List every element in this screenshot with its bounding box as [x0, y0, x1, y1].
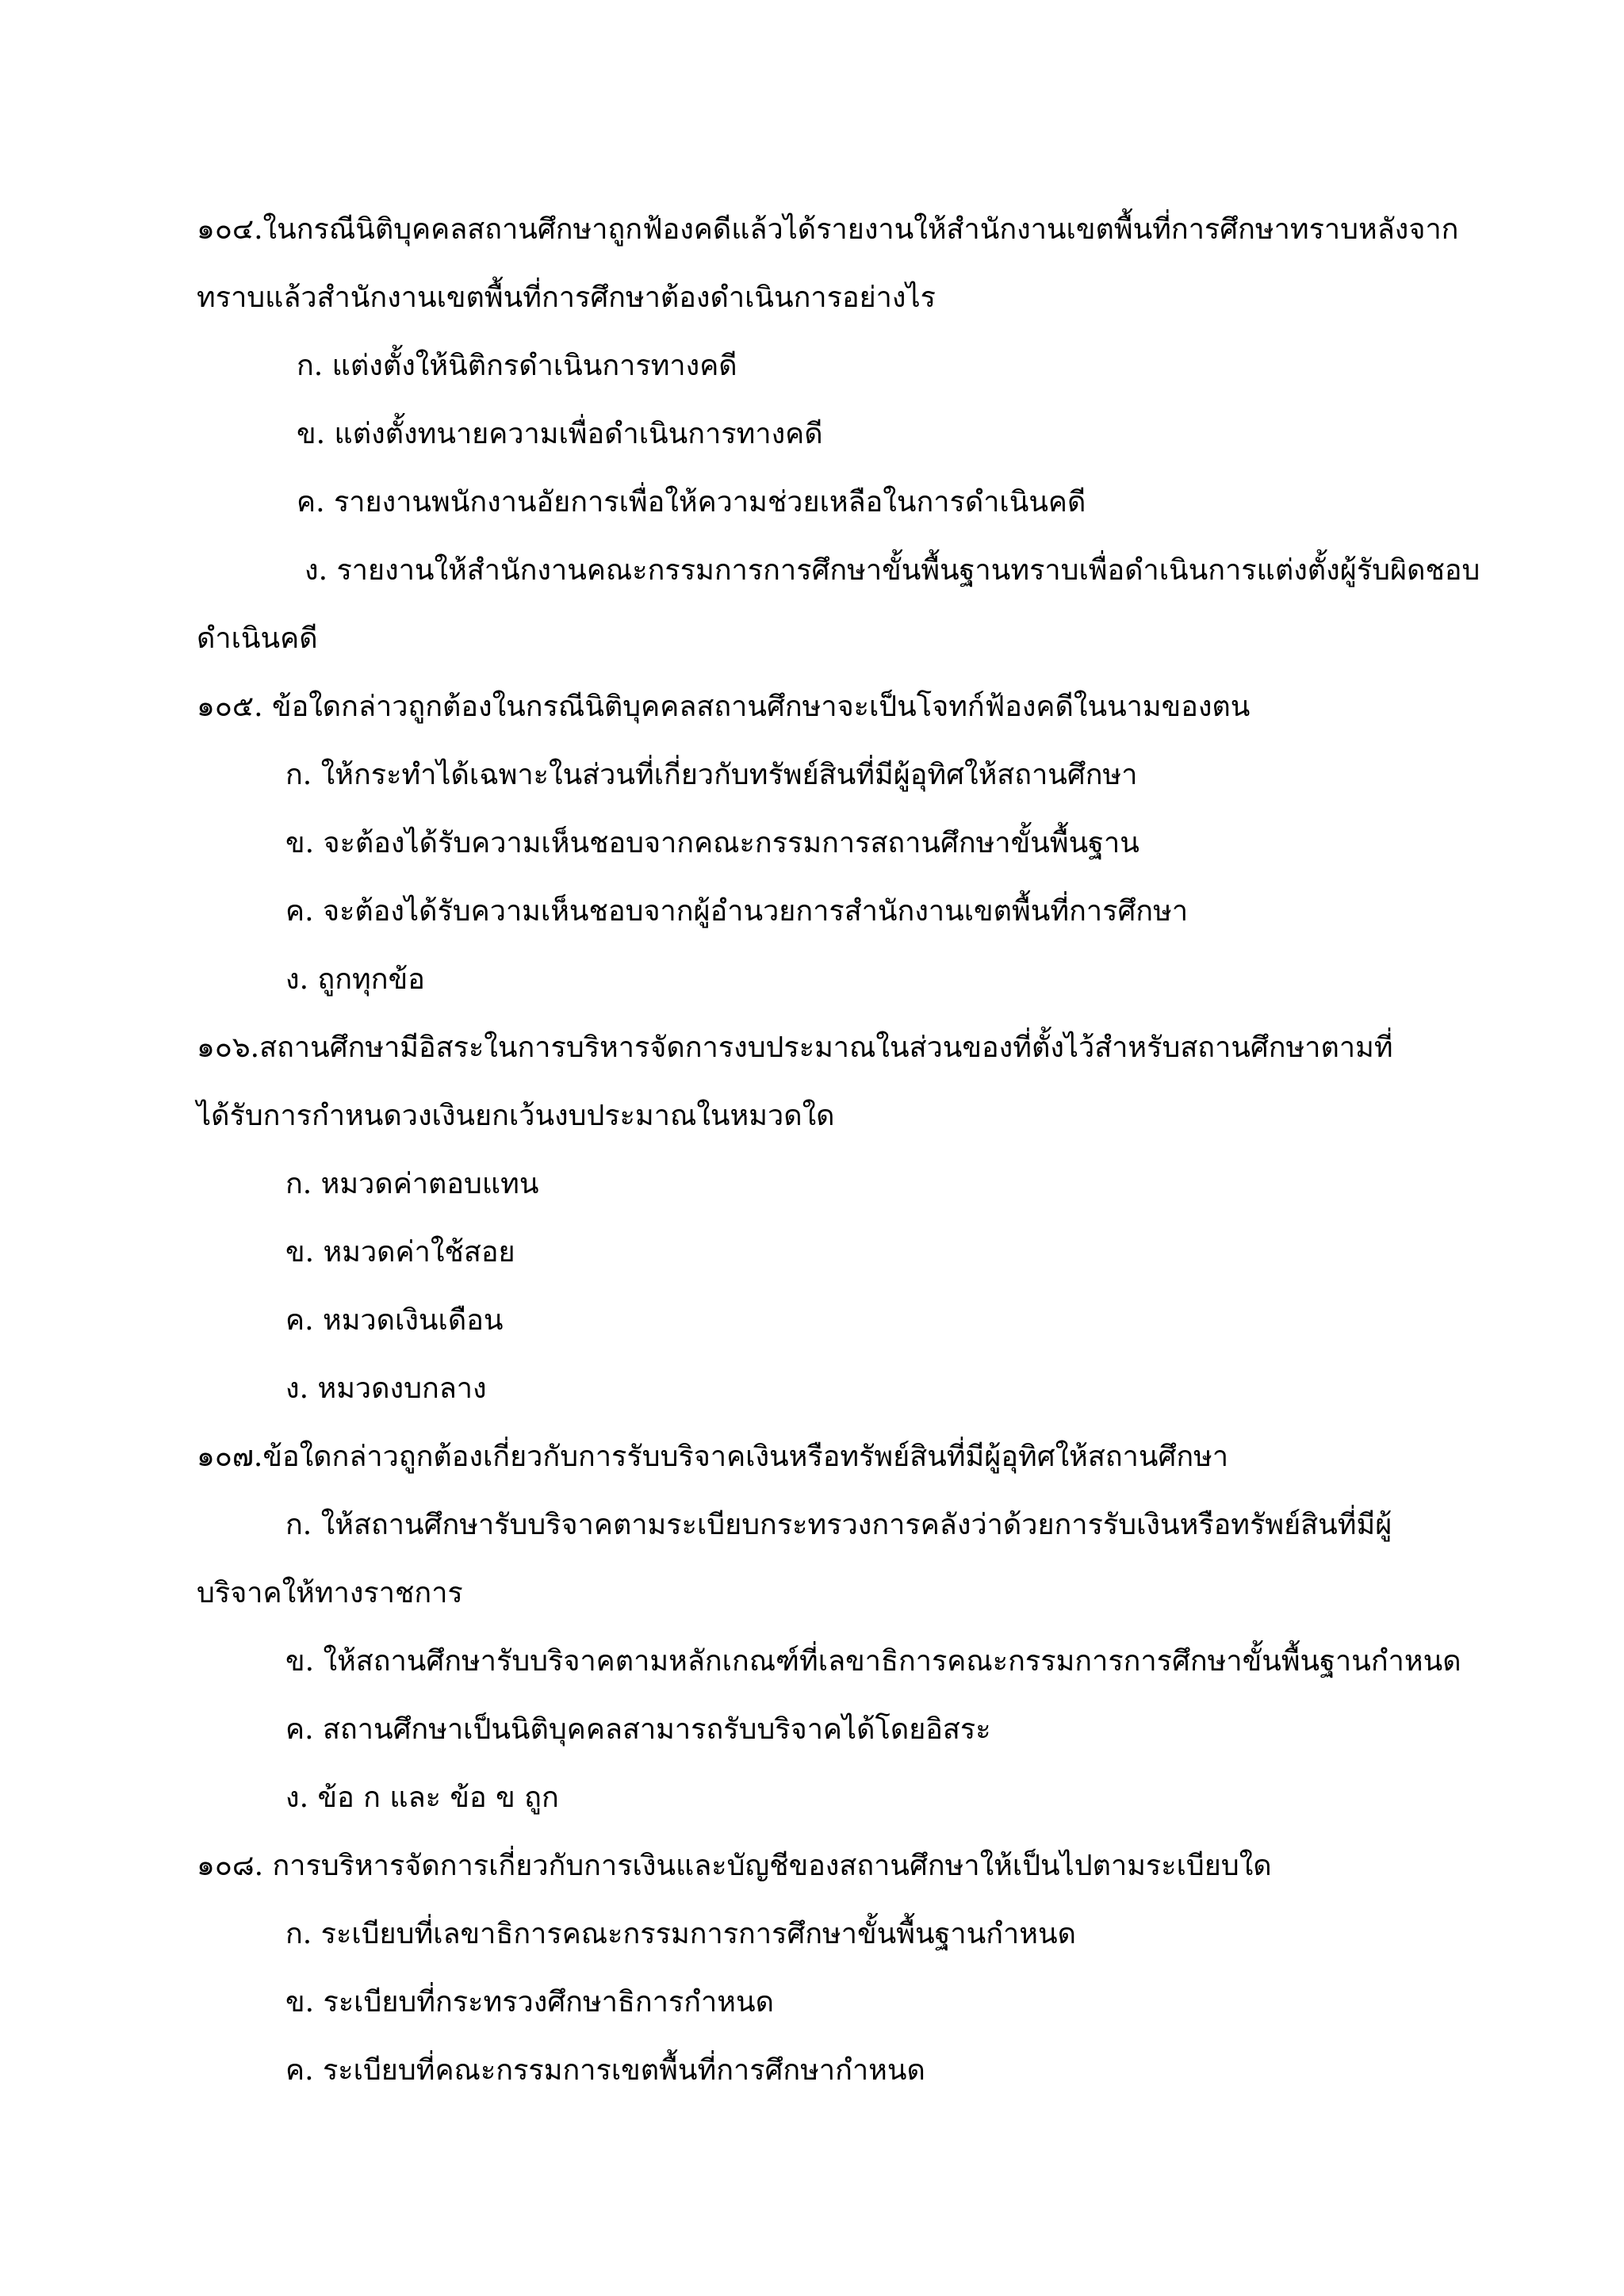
option-a: ก. ให้กระทำได้เฉพาะในส่วนที่เกี่ยวกับทรัพย์สินที่มีผู้อุทิศให้สถานศึกษา: [285, 759, 1138, 791]
option-d-continuation: ดำเนินคดี: [197, 622, 318, 655]
question-stem-line: ๑๐๕. ข้อใดกล่าวถูกต้องในกรณีนิติบุคคลสถานศึกษาจะเป็นโจทก์ฟ้องคดีในนามของตน: [197, 691, 1251, 723]
question-stem-line: ๑๐๖.สถานศึกษามีอิสระในการบริหารจัดการงบประมาณในส่วนของที่ตั้งไว้สำหรับสถานศึกษาตามที่: [197, 1031, 1393, 1064]
question-stem-line: ทราบแล้วสำนักงานเขตพื้นที่การศึกษาต้องดำเนินการอย่างไร: [197, 281, 936, 314]
option-a-continuation: บริจาคให้ทางราชการ: [197, 1577, 463, 1609]
option-b: ข. ให้สถานศึกษารับบริจาคตามหลักเกณฑ์ที่เลขาธิการคณะกรรมการการศึกษาขั้นพื้นฐานกำหนด: [285, 1645, 1461, 1678]
option-b: ข. หมวดค่าใช้สอย: [285, 1236, 515, 1269]
option-b: ข. ระเบียบที่กระทรวงศึกษาธิการกำหนด: [285, 1986, 774, 2019]
question-stem-line: ๑๐๘. การบริหารจัดการเกี่ยวกับการเงินและบัญชีของสถานศึกษาให้เป็นไปตามระเบียบใด: [197, 1850, 1272, 1882]
option-c: ค. สถานศึกษาเป็นนิติบุคคลสามารถรับบริจาคได้โดยอิสระ: [285, 1713, 991, 1746]
option-a: ก. หมวดค่าตอบแทน: [285, 1168, 539, 1200]
question-stem-line: ๑๐๗.ข้อใดกล่าวถูกต้องเกี่ยวกับการรับบริจาคเงินหรือทรัพย์สินที่มีผู้อุทิศให้สถานศึกษา: [197, 1441, 1229, 1473]
option-a: ก. ระเบียบที่เลขาธิการคณะกรรมการการศึกษาขั้นพื้นฐานกำหนด: [285, 1918, 1076, 1950]
option-c: ค. รายงานพนักงานอัยการเพื่อให้ความช่วยเหลือในการดำเนินคดี: [297, 486, 1086, 519]
option-c: ค. จะต้องได้รับความเห็นชอบจากผู้อำนวยการสำนักงานเขตพื้นที่การศึกษา: [285, 895, 1189, 928]
question-stem-line: ๑๐๔.ในกรณีนิติบุคคลสถานศึกษาถูกฟ้องคดีแล้วได้รายงานให้สำนักงานเขตพื้นที่การศึกษาทราบหลังจาก: [197, 213, 1459, 246]
option-b: ข. จะต้องได้รับความเห็นชอบจากคณะกรรมการสถานศึกษาขั้นพื้นฐาน: [285, 827, 1139, 859]
question-stem-line: ได้รับการกำหนดวงเงินยกเว้นงบประมาณในหมวดใด: [197, 1100, 835, 1132]
option-c: ค. ระเบียบที่คณะกรรมการเขตพื้นที่การศึกษากำหนด: [285, 2054, 925, 2087]
option-d: ง. รายงานให้สำนักงานคณะกรรมการการศึกษาขั้นพื้นฐานทราบเพื่อดำเนินการแต่งตั้งผู้รับผิดชอบ: [304, 554, 1480, 587]
option-d: ง. ถูกทุกข้อ: [285, 963, 425, 996]
option-d: ง. หมวดงบกลาง: [285, 1372, 487, 1405]
option-a: ก. ให้สถานศึกษารับบริจาคตามระเบียบกระทรวงการคลังว่าด้วยการรับเงินหรือทรัพย์สินที่มีผู้: [285, 1509, 1392, 1541]
option-a: ก. แต่งตั้งให้นิติกรดำเนินการทางคดี: [297, 350, 737, 382]
option-b: ข. แต่งตั้งทนายความเพื่อดำเนินการทางคดี: [297, 418, 823, 450]
option-c: ค. หมวดเงินเดือน: [285, 1304, 504, 1337]
option-d: ง. ข้อ ก และ ข้อ ข ถูก: [285, 1781, 559, 1814]
